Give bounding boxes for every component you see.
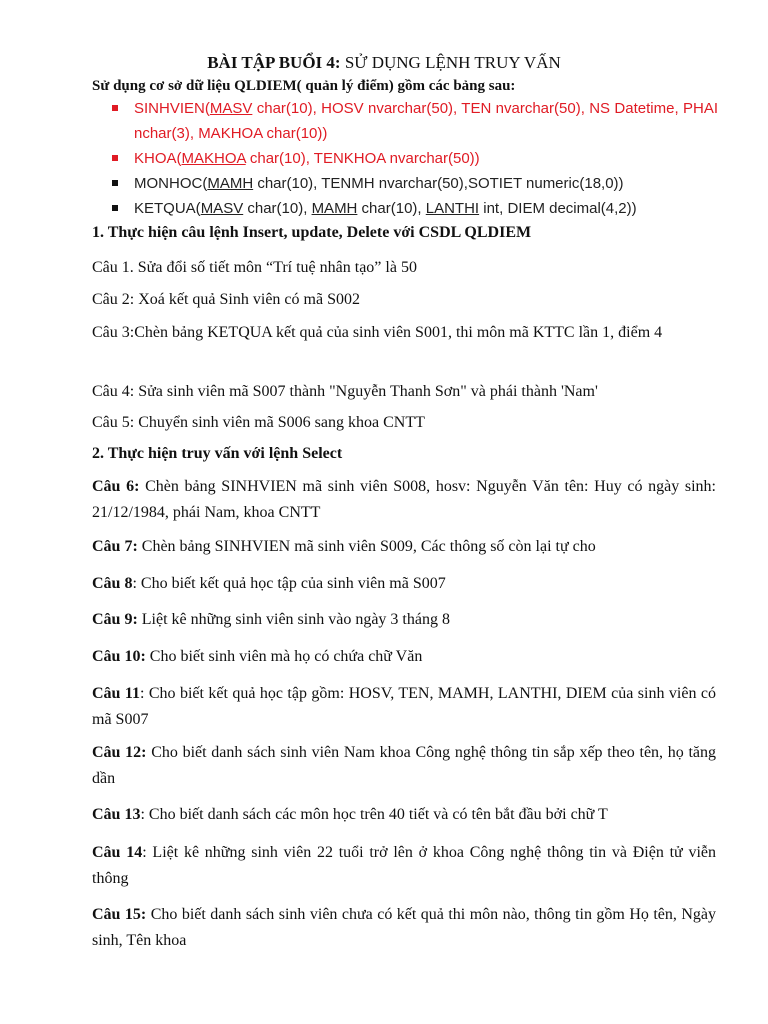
question-6: Câu 6: Chèn bảng SINHVIEN mã sinh viên S008, hosv: Nguyễn Văn tên: Huy có ngày sinh: 21/12/1984, phái Nam, khoa CNTT [92, 478, 717, 521]
table-list [112, 96, 718, 221]
question-10: Câu 10: Cho biết sinh viên mà họ có chứa chữ Văn [92, 648, 423, 665]
intro-text: Sử dụng cơ sở dữ liệu QLDIEM( quản lý điểm) gồm các bảng sau: [92, 78, 516, 94]
section-heading-2: 2. Thực hiện truy vấn với lệnh Select [92, 445, 343, 462]
bullet-square-icon [112, 180, 118, 186]
table-item-ketqua: KETQUA(MASV char(10), MAMH char(10), LANTHI int, DIEM decimal(4,2)) [112, 196, 718, 221]
document-title [0, 52, 768, 74]
question-14: Câu 14: Liệt kê những sinh viên 22 tuổi trở lên ở khoa Công nghệ thông tin và Điện tử viễn thông [92, 844, 717, 887]
table-item-monhoc: MONHOC(MAMH char(10), TENMH nvarchar(50),SOTIET numeric(18,0)) [112, 171, 718, 196]
question-11: Câu 11: Cho biết kết quả học tập gồm: HOSV, TEN, MAMH, LANTHI, DIEM của sinh viên có mã S007 [92, 685, 716, 728]
question-13: Câu 13: Cho biết danh sách các môn học trên 40 tiết và có tên bắt đầu bởi chữ T [92, 806, 608, 823]
bullet-square-icon [112, 205, 118, 211]
section-heading-1: 1. Thực hiện câu lệnh Insert, update, Delete với CSDL QLDIEM [92, 224, 532, 241]
question-4: Câu 4: Sửa sinh viên mã S007 thành "Nguyễn Thanh Sơn" và phái thành 'Nam' [92, 383, 598, 400]
question-3: Câu 3:Chèn bảng KETQUA kết quả của sinh viên S001, thi môn mã KTTC lần 1, điểm 4 [92, 324, 663, 341]
question-9: Câu 9: Liệt kê những sinh viên sinh vào ngày 3 tháng 8 [92, 611, 450, 628]
question-12: Câu 12: Cho biết danh sách sinh viên Nam khoa Công nghệ thông tin sắp xếp theo tên, họ tăng dần [92, 744, 717, 787]
table-item-khoa: KHOA(MAKHOA char(10), TENKHOA nvarchar(50)) [112, 146, 718, 171]
question-2: Câu 2: Xoá kết quả Sinh viên có mã S002 [92, 291, 360, 308]
bullet-square-icon [112, 105, 118, 111]
table-item-sinhvien: SINHVIEN(MASV char(10), HOSV nvarchar(50), TEN nvarchar(50), NS Datetime, PHAI nchar(3), MAKHOA char(10)) [112, 96, 718, 146]
question-5: Câu 5: Chuyển sinh viên mã S006 sang khoa CNTT [92, 414, 425, 431]
question-15: Câu 15: Cho biết danh sách sinh viên chưa có kết quả thi môn nào, thông tin gồm Họ tên, Ngày sinh, Tên khoa [92, 906, 717, 949]
title-rest: SỬ DỤNG LỆNH TRUY VẤN [340, 53, 561, 72]
title-bold: BÀI TẬP BUỔI 4: [207, 53, 341, 72]
bullet-square-icon [112, 155, 118, 161]
question-7: Câu 7: Chèn bảng SINHVIEN mã sinh viên S009, Các thông số còn lại tự cho [92, 538, 596, 555]
question-8: Câu 8: Cho biết kết quả học tập của sinh viên mã S007 [92, 575, 446, 592]
question-1: Câu 1. Sửa đổi số tiết môn “Trí tuệ nhân tạo” là 50 [92, 259, 417, 276]
